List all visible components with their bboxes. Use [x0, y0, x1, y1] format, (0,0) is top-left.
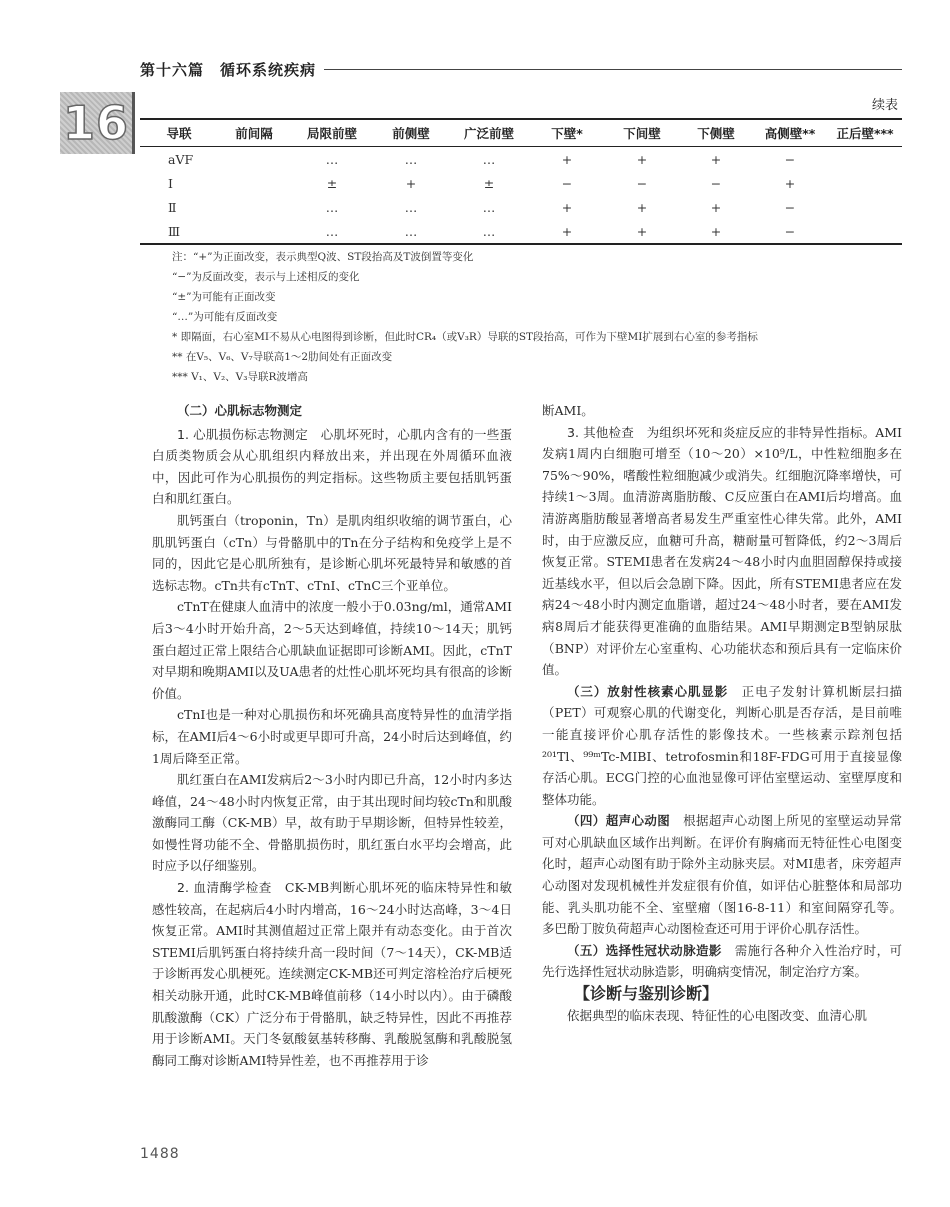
table-cell: −	[784, 151, 796, 167]
paragraph	[542, 810, 902, 940]
paragraph: 肌钙蛋白（troponin，Tn）是肌肉组织收缩的调节蛋白，心肌肌钙蛋白（cTn）与骨骼肌中的Tn在分子结构和免疫学上是不同的，因此它是心肌所独有，是诊断心肌坏死最特异和敏感的首选标志物。cTn共有cTnT、cTnI、cTnC三个亚单位。	[152, 512, 512, 593]
left-column	[152, 398, 512, 1071]
paragraph	[152, 424, 512, 510]
header-title: 第十六篇 循环系统疾病	[140, 60, 317, 79]
header-rule	[324, 69, 902, 70]
paragraph-text: 根据超声心动图上所见的室壁运动异常可对心肌缺血区域作出判断。在评价有胸痛而无特征性心电图变化时，超声心动图有助于除外主动脉夹层。对MI患者，床旁超声心动图对发现机械性并发症很有价值，如评估心脏整体和局部功能、乳头肌功能不全、室壁瘤（图16-8-11）和室间隔穿孔等。多巴酚丁胺负荷超声心动图检查还可用于评价心肌存活性。	[542, 813, 902, 937]
table-notes	[172, 247, 902, 387]
table-cell: −	[561, 175, 573, 191]
table-header-cell: 前间隔	[235, 126, 273, 141]
chapter-number: 16	[62, 96, 129, 150]
table-cell: +	[561, 223, 573, 239]
table-header-cell: 下侧壁	[697, 126, 735, 141]
table-cell: +	[784, 175, 796, 191]
table-header-cell: 前侧壁	[392, 126, 430, 141]
table-note: * 即隔面，右心室MI不易从心电图得到诊断，但此时CR₄（或V₃R）导联的ST段抬高，可作为下壁MI扩展到右心室的参考指标	[172, 331, 758, 343]
table-caption: 续表	[871, 98, 898, 113]
chapter-badge	[60, 92, 135, 154]
paragraph-lead: 3. 其他检查	[567, 424, 634, 440]
table-header-cell: 下间壁	[623, 126, 661, 141]
table-cell: −	[636, 175, 648, 191]
paragraph-lead: 1. 心肌损伤标志物测定	[177, 426, 309, 442]
paragraph-lead: （五）选择性冠状动脉造影	[567, 942, 722, 958]
table-cell: aVF	[168, 151, 194, 167]
paragraph: 肌红蛋白在AMI发病后2～3小时内即已升高，12小时内多达峰值，24～48小时内恢复正常，由于其出现时间均较cTn和肌酸激酶同工酶（CK-MB）早，故有助于早期诊断，但特异性较差，如慢性肾功能不全、骨骼肌损伤时，肌红蛋白水平均会增高，此时应予以仔细鉴别。	[152, 772, 512, 874]
table-cell	[218, 171, 290, 195]
table-cell	[218, 147, 290, 172]
paragraph-lead: 2. 血清酶学检查	[177, 880, 272, 896]
table-note: “±”为可能有正面改变	[172, 291, 276, 303]
paragraph	[542, 940, 902, 983]
table-cell: Ⅱ	[168, 199, 177, 215]
table-cell: +	[405, 175, 417, 191]
table-header-row	[140, 119, 902, 147]
table-note: *** V₁、V₂、V₃导联R波增高	[172, 371, 308, 383]
table-cell: −	[784, 223, 796, 239]
table-cell: −	[710, 175, 722, 191]
table-cell: +	[710, 199, 722, 215]
table-cell: …	[404, 199, 418, 215]
table-cell: …	[482, 151, 496, 167]
paragraph: cTnI也是一种对心肌损伤和坏死确具高度特异性的血清学指标，在AMI后4～6小时或更早即可升高，24小时后达到峰值，约1周后降至正常。	[152, 707, 512, 766]
subsection-heading: （二）心肌标志物测定	[177, 403, 303, 418]
table-cell	[218, 195, 290, 219]
table-header-cell: 导联	[166, 126, 192, 141]
table-row	[140, 195, 902, 219]
paragraph-lead: （三）放射性核素心肌显影	[567, 683, 729, 699]
table-header-cell: 高侧壁**	[764, 126, 816, 141]
table-cell	[218, 219, 290, 244]
table-cell: +	[561, 151, 573, 167]
table-header-cell: 广泛前壁	[463, 126, 514, 141]
table-cell	[828, 171, 902, 195]
table-cell: +	[636, 199, 648, 215]
table-cell: +	[636, 223, 648, 239]
table-header-cell: 正后壁***	[836, 126, 894, 141]
table-cell: …	[482, 199, 496, 215]
table-cell: …	[482, 223, 496, 239]
page-number: 1488	[140, 1146, 180, 1162]
table-cell: ±	[326, 175, 338, 191]
table-row	[140, 171, 902, 195]
table-cell: …	[404, 223, 418, 239]
table-row	[140, 147, 902, 172]
table-cell: −	[784, 199, 796, 215]
paragraph-text: 心肌坏死时，心肌内含有的一些蛋白质类物质会从心肌组织内释放出来，并出现在外周循环血液中，因此可作为心肌损伤的判定指标。这些物质主要包括肌钙蛋白和肌红蛋白。	[152, 426, 512, 507]
paragraph-text: 需施行各种介入性治疗时，可先行选择性冠状动脉造影，明确病变情况，制定治疗方案。	[542, 942, 902, 980]
table-cell	[828, 147, 902, 172]
table-cell	[828, 195, 902, 219]
section-heading: 【诊断与鉴别诊断】	[574, 984, 719, 1004]
table-cell: …	[325, 199, 339, 215]
paragraph: 断AMI。	[542, 403, 594, 418]
paragraph-text: CK-MB判断心肌坏死的临床特异性和敏感性较高，在起病后4小时内增高，16～24小时达高峰，3～4日恢复正常。AMI时其测值超过正常上限并有动态变化。由于首次STEMI后肌钙蛋白将持续升高一段时间（7～14天），CK-MB适于诊断再发心肌梗死。连续测定CK-MB还可判定溶栓治疗后梗死相关动脉开通，此时CK-MB峰值前移（14小时以内）。由于磷酸肌酸激酶（CK）广泛分布于骨骼肌，缺乏特异性，因此不再推荐用于诊断AMI。天门冬氨酸氨基转移酶、乳酸脱氢酶和乳酸脱氢酶同工酶对诊断AMI特异性差，也不再推荐用于诊	[152, 880, 512, 1068]
table-cell: +	[561, 199, 573, 215]
table-cell: …	[404, 151, 418, 167]
table-note: ** 在V₅、V₆、V₇导联高1～2肋间处有正面改变	[172, 351, 393, 363]
table-cell: …	[325, 223, 339, 239]
running-header	[140, 58, 902, 80]
table-cell: +	[636, 151, 648, 167]
right-column	[542, 400, 902, 1026]
paragraph-lead: （四）超声心动图	[567, 813, 671, 829]
paragraph	[152, 877, 512, 1071]
table-note: “…”为可能有反面改变	[172, 311, 278, 323]
table-note: 注：“+”为正面改变，表示典型Q波、ST段抬高及T波倒置等变化	[172, 251, 474, 263]
paragraph: 依据典型的临床表现、特征性的心电图改变、血清心肌	[567, 1007, 868, 1023]
table-header-cell: 下壁*	[551, 126, 583, 141]
table-cell: Ⅲ	[168, 223, 181, 239]
paragraph-text: 正电子发射计算机断层扫描（PET）可观察心肌的代谢变化，判断心肌是否存活，是目前唯一能直接评价心肌存活性的影像技术。一些核素示踪剂包括²⁰¹Tl、⁹⁹ᵐTc-MIBI、tetrofosmin和18F-FDG可用于直接显像存活心肌。ECG门控的心血池显像可评估室壁运动、室壁厚度和整体功能。	[542, 683, 902, 807]
table-cell: …	[325, 151, 339, 167]
table-header-cell: 局限前壁	[306, 126, 357, 141]
table-row	[140, 219, 902, 244]
ecg-lead-table	[140, 118, 902, 245]
paragraph	[542, 681, 902, 811]
table-cell	[828, 219, 902, 244]
table-cell: Ⅰ	[168, 175, 173, 191]
table-cell: +	[710, 151, 722, 167]
table-note: “−”为反面改变，表示与上述相反的变化	[172, 271, 360, 283]
table-cell: +	[710, 223, 722, 239]
paragraph-text: 为组织坏死和炎症反应的非特异性指标。AMI发病1周内白细胞可增至（10～20）×10⁹/L，中性粒细胞多在75%～90%，嗜酸性粒细胞减少或消失。红细胞沉降率增快，可持续1～3周。血清游离脂肪酸、C反应蛋白在AMI后均增高。血清游离脂肪酸显著增高者易发生严重室性心律失常。此外，AMI时，由于应激反应，血糖可升高，糖耐量可暂降低，约2～3周后恢复正常。STEMI患者在发病24～48小时内血胆固醇保持或接近基线水平，但以后会急剧下降。因此，所有STEMI患者应在发病24～48小时内测定血脂谱，超过24～48小时者，要在AMI发病8周后才能获得更准确的血脂结果。AMI早期测定B型钠尿肽（BNP）对评价左心室重构、心功能状态和预后具有一定临床价值。	[542, 424, 902, 678]
table-cell: ±	[483, 175, 495, 191]
paragraph: cTnT在健康人血清中的浓度一般小于0.03ng/ml，通常AMI后3～4小时开始升高，2～5天达到峰值，持续10～14天；肌钙蛋白超过正常上限结合心肌缺血证据即可诊断AMI。因此，cTnT对早期和晚期AMI以及UA患者的灶性心肌坏死均具有很高的诊断价值。	[152, 599, 512, 701]
paragraph	[542, 422, 902, 681]
